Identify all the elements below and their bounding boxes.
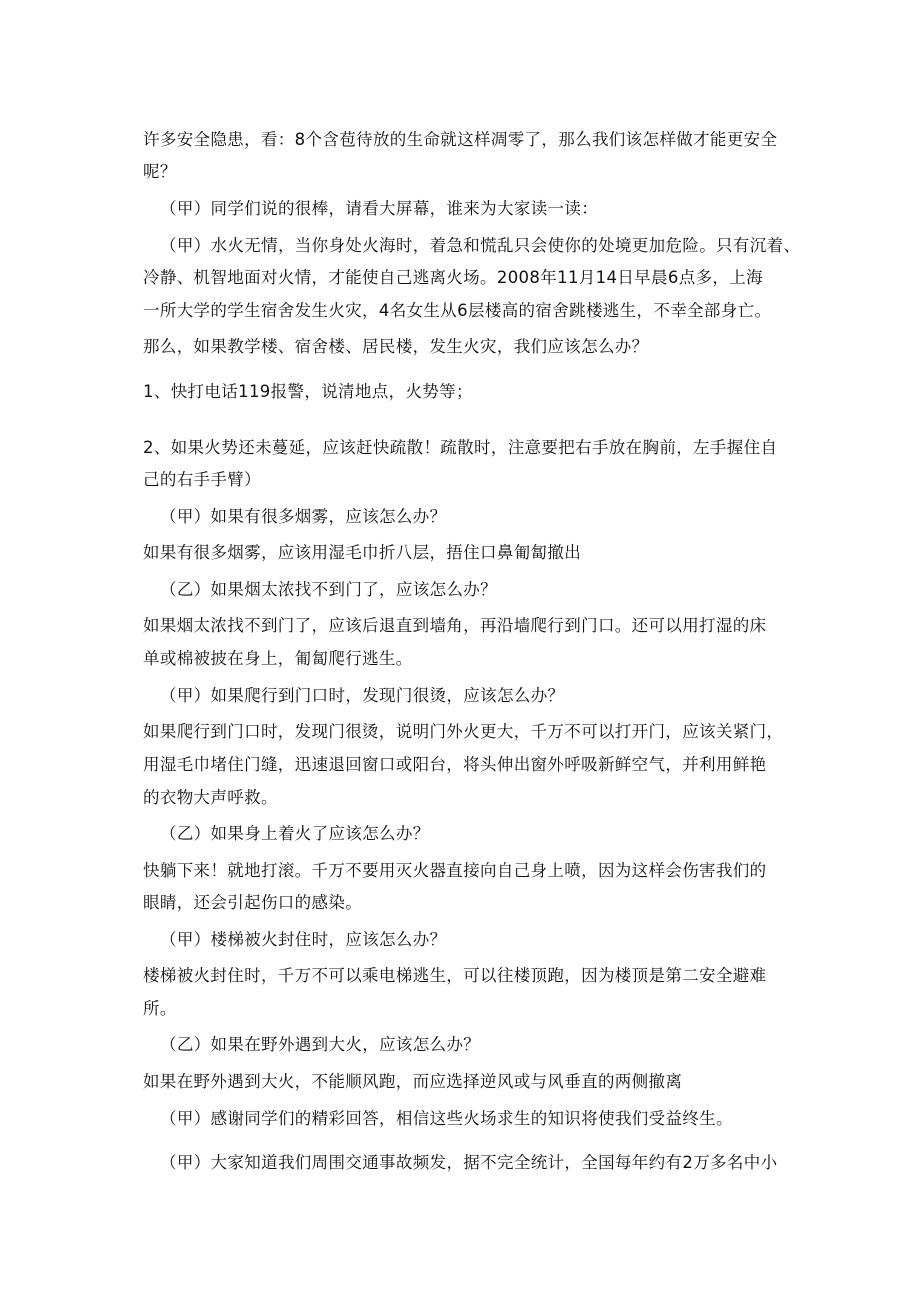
paragraph-line: 那么，如果教学楼、宿舍楼、居民楼，发生火灾，我们应该怎么办？ xyxy=(143,337,649,356)
list-item: 1、快打电话119报警，说清地点，火势等； xyxy=(143,382,473,401)
answer-line: 眼睛，还会引起伤口的感染。 xyxy=(143,893,363,912)
question-line: （乙）如果烟太浓找不到门了，应该怎么办？ xyxy=(160,580,497,599)
question-line: （甲）楼梯被火封住时，应该怎么办？ xyxy=(160,930,447,949)
paragraph-line: 一所大学的学生宿舍发生火灾，4名女生从6层楼高的宿舍跳楼逃生，不幸全部身亡。 xyxy=(143,301,772,320)
answer-line: 如果有很多烟雾，应该用湿毛巾折八层，捂住口鼻匍匐撤出 xyxy=(143,543,582,562)
answer-line: 如果爬行到门口时，发现门很烫，说明门外火更大，千万不可以打开门，应该关紧门， xyxy=(143,722,784,741)
question-line: （甲）如果有很多烟雾，应该怎么办？ xyxy=(160,507,447,526)
answer-line: 所。 xyxy=(143,999,177,1018)
question-line: （乙）如果身上着火了应该怎么办？ xyxy=(160,824,430,843)
question-line: （乙）如果在野外遇到大火，应该怎么办？ xyxy=(160,1035,481,1054)
list-item: 己的右手手臂） xyxy=(143,470,261,489)
dialogue-line: （甲）同学们说的很棒，请看大屏幕，谁来为大家读一读： xyxy=(160,199,599,218)
dialogue-line: （甲）感谢同学们的精彩回答，相信这些火场求生的知识将使我们受益终生。 xyxy=(160,1109,733,1128)
answer-line: 的衣物大声呼救。 xyxy=(143,788,278,807)
dialogue-line: （甲）水火无情，当你身处火海时，着急和慌乱只会使你的处境更加危险。只有沉着、 xyxy=(160,236,801,255)
answer-line: 如果在野外遇到大火，不能顺风跑，而应选择逆风或与风垂直的两侧撤离 xyxy=(143,1072,683,1091)
answer-line: 快躺下来！就地打滚。千万不要用灭火器直接向自己身上喷，因为这样会伤害我们的 xyxy=(143,861,767,880)
paragraph-line: 冷静、机智地面对火情，才能使自己逃离火场。2008年11月14日早晨6点多，上海 xyxy=(143,268,763,287)
dialogue-line: （甲）大家知道我们周围交通事故频发，据不完全统计，全国每年约有2万多名中小 xyxy=(160,1153,778,1172)
paragraph-line: 许多安全隐患，看：8个含苞待放的生命就这样凋零了，那么我们该怎样做才能更安全 xyxy=(143,130,778,149)
answer-line: 单或棉被披在身上，匍匐爬行逃生。 xyxy=(143,649,413,668)
question-line: （甲）如果爬行到门口时，发现门很烫，应该怎么办？ xyxy=(160,686,565,705)
paragraph-line: 呢？ xyxy=(143,162,177,181)
answer-line: 楼梯被火封住时，千万不可以乘电梯逃生，可以往楼顶跑，因为楼顶是第二安全避难 xyxy=(143,966,767,985)
list-item: 2、如果火势还未蔓延，应该赶快疏散！疏散时，注意要把右手放在胸前，左手握住自 xyxy=(143,438,778,457)
answer-line: 用湿毛巾堵住门缝，迅速退回窗口或阳台，将头伸出窗外呼吸新鲜空气，并利用鲜艳 xyxy=(143,755,767,774)
answer-line: 如果烟太浓找不到门了，应该后退直到墙角，再沿墙爬行到门口。还可以用打湿的床 xyxy=(143,616,767,635)
